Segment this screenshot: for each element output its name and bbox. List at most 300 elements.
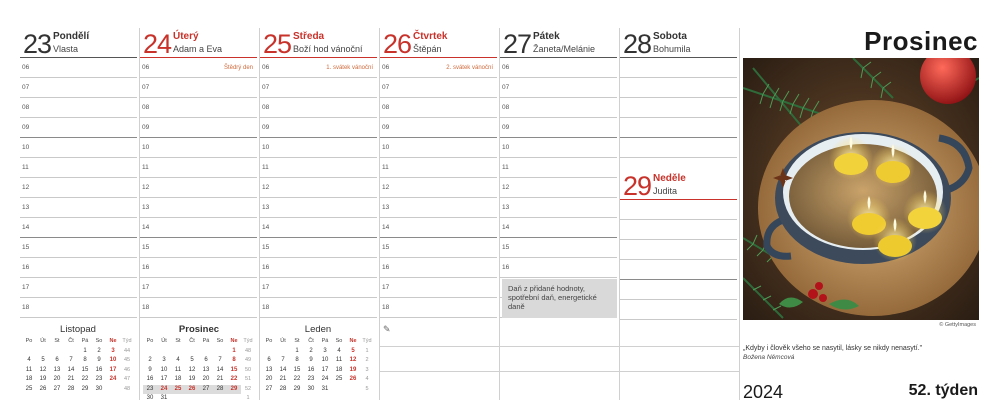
photo-candles-in-pot xyxy=(743,58,979,320)
calendar-day[interactable]: 5 xyxy=(190,357,194,363)
pencil-icon: ✎ xyxy=(383,324,391,334)
hour-row[interactable] xyxy=(380,178,497,198)
calendar-day[interactable]: 18 xyxy=(25,376,33,382)
hour-label: 16 xyxy=(22,264,30,271)
hour-row[interactable] xyxy=(380,298,497,318)
hour-label: 18 xyxy=(142,304,150,311)
hour-row[interactable] xyxy=(20,278,137,298)
calendar-day[interactable]: 25 xyxy=(171,385,185,395)
candles-illustration xyxy=(743,58,979,320)
weekday-header: So xyxy=(216,338,224,344)
calendar-day[interactable]: 10 xyxy=(321,357,329,363)
weekly-planner xyxy=(20,28,980,413)
weekday-header: Čt xyxy=(308,338,314,344)
weekday-header: Út xyxy=(161,338,167,344)
hour-row[interactable] xyxy=(20,158,137,178)
hour-label: 06 xyxy=(142,64,150,71)
week-number: 52 xyxy=(244,385,252,392)
hour-label: 16 xyxy=(262,264,270,271)
calendar-day[interactable]: 4 xyxy=(176,357,180,363)
hour-row[interactable] xyxy=(500,198,617,218)
calendar-day[interactable]: 24 xyxy=(321,376,329,382)
column-divider xyxy=(259,28,260,400)
week-label: 52. týden xyxy=(908,382,978,399)
day-number: 27 xyxy=(503,29,532,59)
hour-row[interactable] xyxy=(380,98,497,118)
calendar-day[interactable]: 2 xyxy=(148,357,152,363)
day-column-25 xyxy=(260,28,377,320)
hour-label: 15 xyxy=(262,244,270,251)
hour-row[interactable] xyxy=(140,58,257,78)
hour-row[interactable] xyxy=(140,138,257,158)
week-number: 44 xyxy=(123,347,131,354)
hour-row[interactable] xyxy=(260,178,377,198)
day-column-23 xyxy=(20,28,137,320)
calendar-day[interactable]: 30 xyxy=(146,395,154,401)
hour-row[interactable] xyxy=(20,138,137,158)
hour-label: 14 xyxy=(502,224,510,231)
calendar-day xyxy=(213,347,227,357)
week-number: 48 xyxy=(123,385,131,392)
weekend-line[interactable] xyxy=(620,98,737,118)
calendar-day[interactable]: 29 xyxy=(227,385,241,395)
hour-row[interactable] xyxy=(260,118,377,138)
hour-row[interactable] xyxy=(20,98,137,118)
hour-rows xyxy=(20,58,137,318)
hour-row[interactable] xyxy=(260,198,377,218)
sunday-name: Neděle xyxy=(653,173,686,184)
hour-row[interactable] xyxy=(380,258,497,278)
hour-label: 09 xyxy=(502,124,510,131)
calendar-day[interactable]: 26 xyxy=(185,385,199,395)
calendar-day[interactable]: 6 xyxy=(267,357,271,363)
sunday-number: 29 xyxy=(623,171,652,201)
weekday-header: Po xyxy=(25,338,33,344)
mini-calendar-grid xyxy=(262,337,374,394)
calendar-day[interactable]: 13 xyxy=(202,366,210,373)
hour-label: 14 xyxy=(262,224,270,231)
hour-row[interactable] xyxy=(500,78,617,98)
hour-row[interactable] xyxy=(500,238,617,258)
hour-row[interactable] xyxy=(140,238,257,258)
hour-label: 13 xyxy=(142,204,150,211)
notes-area[interactable] xyxy=(380,324,740,398)
calendar-day[interactable]: 7 xyxy=(218,357,222,363)
hour-row[interactable] xyxy=(260,238,377,258)
calendar-day[interactable]: 23 xyxy=(95,376,103,382)
hour-row[interactable] xyxy=(140,298,257,318)
calendar-day[interactable]: 24 xyxy=(109,376,117,382)
hour-row[interactable] xyxy=(260,218,377,238)
hour-row[interactable] xyxy=(140,258,257,278)
calendar-day[interactable]: 10 xyxy=(109,357,117,363)
calendar-day[interactable]: 8 xyxy=(232,357,236,363)
weekday-header: Ne xyxy=(109,338,117,344)
hour-rows xyxy=(140,58,257,318)
weekday-header: So xyxy=(335,338,343,344)
day-nameday: Boží hod vánoční xyxy=(293,44,363,54)
weekend-line[interactable] xyxy=(620,138,737,158)
calendar-day[interactable]: 9 xyxy=(97,357,101,363)
calendar-day[interactable]: 21 xyxy=(279,376,287,382)
calendar-day[interactable]: 2 xyxy=(309,347,313,354)
hour-row[interactable] xyxy=(380,118,497,138)
notes-line xyxy=(380,371,740,372)
day-nameday: Vlasta xyxy=(53,44,79,54)
day-name: Úterý xyxy=(173,31,199,42)
hour-row[interactable] xyxy=(260,158,377,178)
calendar-day xyxy=(213,394,227,404)
saturday-nameday: Bohumila xyxy=(653,44,691,54)
week-number: 45 xyxy=(123,357,131,363)
calendar-day[interactable]: 13 xyxy=(265,366,273,373)
week-number: 2 xyxy=(365,357,369,363)
week-number: 48 xyxy=(244,347,252,354)
month-title: Prosinec xyxy=(864,26,978,56)
calendar-day[interactable]: 22 xyxy=(81,376,89,382)
calendar-day[interactable]: 27 xyxy=(199,385,213,395)
mini-calendar-title: Listopad xyxy=(60,324,96,335)
hour-row[interactable] xyxy=(500,218,617,238)
day-name: Středa xyxy=(293,31,325,42)
calendar-day[interactable]: 6 xyxy=(55,357,59,363)
calendar-day[interactable]: 29 xyxy=(81,385,89,392)
hour-label: 18 xyxy=(262,304,270,311)
hour-row[interactable] xyxy=(500,98,617,118)
weekend-line[interactable] xyxy=(620,300,737,320)
hour-row[interactable] xyxy=(500,138,617,158)
calendar-day[interactable]: 22 xyxy=(293,376,301,382)
day-name: Pátek xyxy=(533,31,560,42)
calendar-day[interactable]: 3 xyxy=(323,347,327,354)
calendar-day[interactable]: 7 xyxy=(281,357,285,363)
weekday-header: Út xyxy=(280,338,286,344)
hour-label: 12 xyxy=(502,184,510,191)
calendar-day[interactable]: 6 xyxy=(204,357,208,363)
calendar-day xyxy=(171,347,185,357)
calendar-day[interactable]: 13 xyxy=(53,366,61,373)
calendar-day[interactable]: 16 xyxy=(146,376,154,382)
calendar-day[interactable]: 8 xyxy=(295,357,299,363)
week-number: 49 xyxy=(244,357,252,363)
hour-row[interactable] xyxy=(260,258,377,278)
calendar-day[interactable]: 5 xyxy=(41,357,45,363)
hour-row[interactable] xyxy=(500,58,617,78)
calendar-day[interactable]: 11 xyxy=(335,357,343,363)
calendar-day[interactable]: 14 xyxy=(67,366,75,373)
calendar-day[interactable]: 14 xyxy=(216,366,224,373)
calendar-day xyxy=(22,347,36,357)
calendar-day[interactable]: 10 xyxy=(160,366,168,373)
hour-row[interactable] xyxy=(20,258,137,278)
hour-label: 16 xyxy=(502,264,510,271)
holiday-note: 2. svátek vánoční xyxy=(446,65,493,71)
weekday-header: So xyxy=(95,338,103,344)
hour-label: 14 xyxy=(142,224,150,231)
weekend-line[interactable] xyxy=(620,220,737,240)
weekend-column xyxy=(620,28,737,320)
calendar-day[interactable]: 12 xyxy=(349,357,357,363)
weekend-line[interactable] xyxy=(620,58,737,78)
hour-row[interactable] xyxy=(500,258,617,278)
week-number: 5 xyxy=(365,385,369,392)
hour-row[interactable] xyxy=(20,118,137,138)
hour-row[interactable] xyxy=(140,118,257,138)
weekend-line[interactable] xyxy=(620,118,737,138)
hour-label: 11 xyxy=(22,164,29,171)
weekday-header: Ne xyxy=(349,338,357,344)
calendar-day[interactable]: 11 xyxy=(25,366,33,373)
calendar-day xyxy=(185,394,199,404)
hour-row[interactable] xyxy=(380,198,497,218)
hour-row[interactable] xyxy=(260,98,377,118)
column-divider xyxy=(139,28,140,400)
hour-row[interactable] xyxy=(20,58,137,78)
day-header xyxy=(380,28,497,58)
calendar-day[interactable]: 1 xyxy=(232,347,236,354)
calendar-day[interactable]: 2 xyxy=(97,347,101,354)
hour-label: 09 xyxy=(142,124,150,131)
calendar-day[interactable]: 25 xyxy=(335,376,343,382)
hour-label: 06 xyxy=(382,64,390,71)
weekday-header: Ne xyxy=(230,338,238,344)
calendar-day[interactable]: 14 xyxy=(279,366,287,373)
hour-row[interactable] xyxy=(260,138,377,158)
week-number: 51 xyxy=(244,376,252,382)
day-header xyxy=(140,28,257,58)
calendar-day[interactable]: 26 xyxy=(39,385,47,392)
calendar-day[interactable]: 15 xyxy=(293,366,301,373)
week-number: 3 xyxy=(365,366,369,373)
hour-label: 10 xyxy=(22,144,30,151)
hour-row[interactable] xyxy=(500,118,617,138)
hour-row[interactable] xyxy=(140,278,257,298)
hour-row[interactable] xyxy=(20,238,137,258)
hour-row[interactable] xyxy=(20,78,137,98)
calendar-day[interactable]: 4 xyxy=(27,357,31,363)
hour-label: 11 xyxy=(262,164,269,171)
calendar-day[interactable]: 21 xyxy=(67,376,75,382)
hour-label: 18 xyxy=(382,304,390,311)
hour-row[interactable] xyxy=(380,58,497,78)
calendar-day[interactable]: 11 xyxy=(174,366,182,373)
hour-row[interactable] xyxy=(380,278,497,298)
calendar-day[interactable]: 28 xyxy=(67,385,75,392)
calendar-day[interactable]: 20 xyxy=(265,376,273,382)
calendar-day xyxy=(199,347,213,357)
week-number: 1 xyxy=(246,395,250,401)
hour-row[interactable] xyxy=(140,98,257,118)
hour-label: 17 xyxy=(262,284,270,291)
mini-calendar-prosinec xyxy=(143,324,255,404)
calendar-day[interactable]: 17 xyxy=(109,366,117,373)
day-header xyxy=(260,28,377,58)
calendar-day[interactable]: 19 xyxy=(349,366,357,373)
hour-row[interactable] xyxy=(500,158,617,178)
calendar-day[interactable]: 7 xyxy=(69,357,73,363)
calendar-day[interactable]: 3 xyxy=(111,347,115,354)
calendar-day[interactable]: 31 xyxy=(321,385,329,392)
hour-label: 17 xyxy=(382,284,390,291)
calendar-day[interactable]: 19 xyxy=(39,376,47,382)
calendar-day[interactable]: 21 xyxy=(216,376,224,382)
saturday-header xyxy=(620,28,737,58)
weekday-header: Týd xyxy=(243,338,253,344)
calendar-day[interactable]: 17 xyxy=(160,376,168,382)
calendar-day[interactable]: 22 xyxy=(230,376,238,382)
hour-label: 06 xyxy=(262,64,270,71)
calendar-day[interactable]: 4 xyxy=(337,347,341,354)
hour-row[interactable] xyxy=(380,138,497,158)
mini-calendar-title: Leden xyxy=(304,324,332,335)
calendar-day[interactable]: 17 xyxy=(321,366,329,373)
holiday-note: 1. svátek vánoční xyxy=(326,65,373,71)
hour-label: 15 xyxy=(382,244,390,251)
weekday-header: St xyxy=(294,338,300,344)
hour-row[interactable] xyxy=(20,178,137,198)
calendar-day[interactable]: 23 xyxy=(307,376,315,382)
calendar-day xyxy=(171,394,185,404)
hour-row[interactable] xyxy=(140,178,257,198)
calendar-day[interactable]: 9 xyxy=(309,357,313,363)
calendar-day[interactable]: 31 xyxy=(160,395,168,401)
week-number: 46 xyxy=(123,366,131,373)
sunday-header xyxy=(620,170,737,200)
hour-label: 15 xyxy=(22,244,30,251)
hour-label: 08 xyxy=(142,104,150,111)
day-column-24 xyxy=(140,28,257,320)
calendar-day[interactable]: 30 xyxy=(307,385,315,392)
calendar-day[interactable]: 9 xyxy=(148,366,152,373)
day-header xyxy=(20,28,137,58)
weekday-header: Pá xyxy=(81,338,89,344)
mini-calendar-leden xyxy=(262,324,374,394)
hour-label: 12 xyxy=(382,184,390,191)
hour-label: 09 xyxy=(22,124,30,131)
calendar-day[interactable]: 27 xyxy=(53,385,61,392)
calendar-day[interactable]: 15 xyxy=(230,366,238,373)
weekday-header: Po xyxy=(265,338,273,344)
hour-row[interactable] xyxy=(260,298,377,318)
calendar-day[interactable]: 28 xyxy=(279,385,287,392)
calendar-day[interactable]: 1 xyxy=(83,347,87,354)
saturday-number: 28 xyxy=(623,29,652,59)
calendar-day[interactable]: 25 xyxy=(25,385,33,392)
calendar-day[interactable]: 1 xyxy=(295,347,299,354)
calendar-day[interactable]: 5 xyxy=(351,347,355,354)
hour-row[interactable] xyxy=(500,178,617,198)
calendar-day[interactable]: 16 xyxy=(95,366,103,373)
hour-row[interactable] xyxy=(260,58,377,78)
hour-label: 06 xyxy=(22,64,30,71)
hour-row[interactable] xyxy=(380,218,497,238)
hour-label: 10 xyxy=(382,144,390,151)
hour-label: 14 xyxy=(22,224,30,231)
calendar-day[interactable]: 29 xyxy=(293,385,301,392)
hour-row[interactable] xyxy=(20,298,137,318)
day-number: 26 xyxy=(383,29,412,59)
hour-row[interactable] xyxy=(260,78,377,98)
hour-label: 16 xyxy=(142,264,150,271)
day-number: 23 xyxy=(23,29,52,59)
calendar-day[interactable]: 12 xyxy=(39,366,47,373)
weekday-header: Út xyxy=(40,338,46,344)
calendar-day[interactable]: 23 xyxy=(143,385,157,395)
calendar-day[interactable]: 3 xyxy=(162,357,166,363)
week-number: 47 xyxy=(123,376,131,382)
hour-label: 12 xyxy=(262,184,270,191)
calendar-day[interactable]: 20 xyxy=(53,376,61,382)
calendar-day[interactable]: 15 xyxy=(81,366,89,373)
calendar-day[interactable]: 18 xyxy=(174,376,182,382)
hour-label: 11 xyxy=(502,164,509,171)
day-column-27 xyxy=(500,28,617,320)
hour-label: 07 xyxy=(382,84,390,91)
hour-row[interactable] xyxy=(380,78,497,98)
hour-row[interactable] xyxy=(20,198,137,218)
calendar-day[interactable]: 12 xyxy=(188,366,196,373)
weekend-line[interactable] xyxy=(620,280,737,300)
calendar-day[interactable]: 20 xyxy=(202,376,210,382)
week-number: 4 xyxy=(365,376,369,382)
hour-label: 10 xyxy=(142,144,150,151)
weekend-line[interactable] xyxy=(620,200,737,220)
weekend-line[interactable] xyxy=(620,78,737,98)
calendar-day xyxy=(64,347,78,357)
hour-row[interactable] xyxy=(140,198,257,218)
hour-rows xyxy=(260,58,377,318)
hour-row[interactable] xyxy=(380,238,497,258)
calendar-day xyxy=(199,394,213,404)
hour-row[interactable] xyxy=(20,218,137,238)
calendar-day[interactable]: 18 xyxy=(335,366,343,373)
weekend-line[interactable] xyxy=(620,240,737,260)
calendar-day[interactable]: 27 xyxy=(265,385,273,392)
hour-label: 15 xyxy=(502,244,510,251)
calendar-day[interactable]: 28 xyxy=(213,385,227,395)
hour-row[interactable] xyxy=(140,158,257,178)
calendar-day[interactable]: 24 xyxy=(157,385,171,395)
calendar-day[interactable]: 26 xyxy=(349,376,357,382)
hour-label: 13 xyxy=(502,204,510,211)
calendar-day[interactable]: 16 xyxy=(307,366,315,373)
calendar-day xyxy=(185,347,199,357)
weekday-header: Pá xyxy=(321,338,329,344)
hour-row[interactable] xyxy=(140,78,257,98)
day-number: 24 xyxy=(143,29,172,59)
hour-label: 10 xyxy=(502,144,510,151)
hour-row[interactable] xyxy=(260,278,377,298)
quote-author: Božena Němcová xyxy=(743,354,795,361)
hour-label: 18 xyxy=(22,304,30,311)
hour-label: 07 xyxy=(262,84,270,91)
quote-text: „Kdyby i člověk všeho se nasytil, lásky se nikdy nenasytí." xyxy=(743,345,923,352)
calendar-day[interactable]: 30 xyxy=(95,385,103,392)
notes-line xyxy=(380,346,740,347)
hour-row[interactable] xyxy=(140,218,257,238)
day-name: Čtvrtek xyxy=(413,31,448,42)
weekday-header: Čt xyxy=(189,338,195,344)
calendar-day[interactable]: 8 xyxy=(83,357,87,363)
hour-label: 16 xyxy=(382,264,390,271)
hour-row[interactable] xyxy=(380,158,497,178)
calendar-day xyxy=(36,347,50,357)
weekend-line[interactable] xyxy=(620,260,737,280)
calendar-day[interactable]: 19 xyxy=(188,376,196,382)
hour-label: 09 xyxy=(382,124,390,131)
calendar-day xyxy=(157,347,171,357)
hour-label: 11 xyxy=(382,164,389,171)
